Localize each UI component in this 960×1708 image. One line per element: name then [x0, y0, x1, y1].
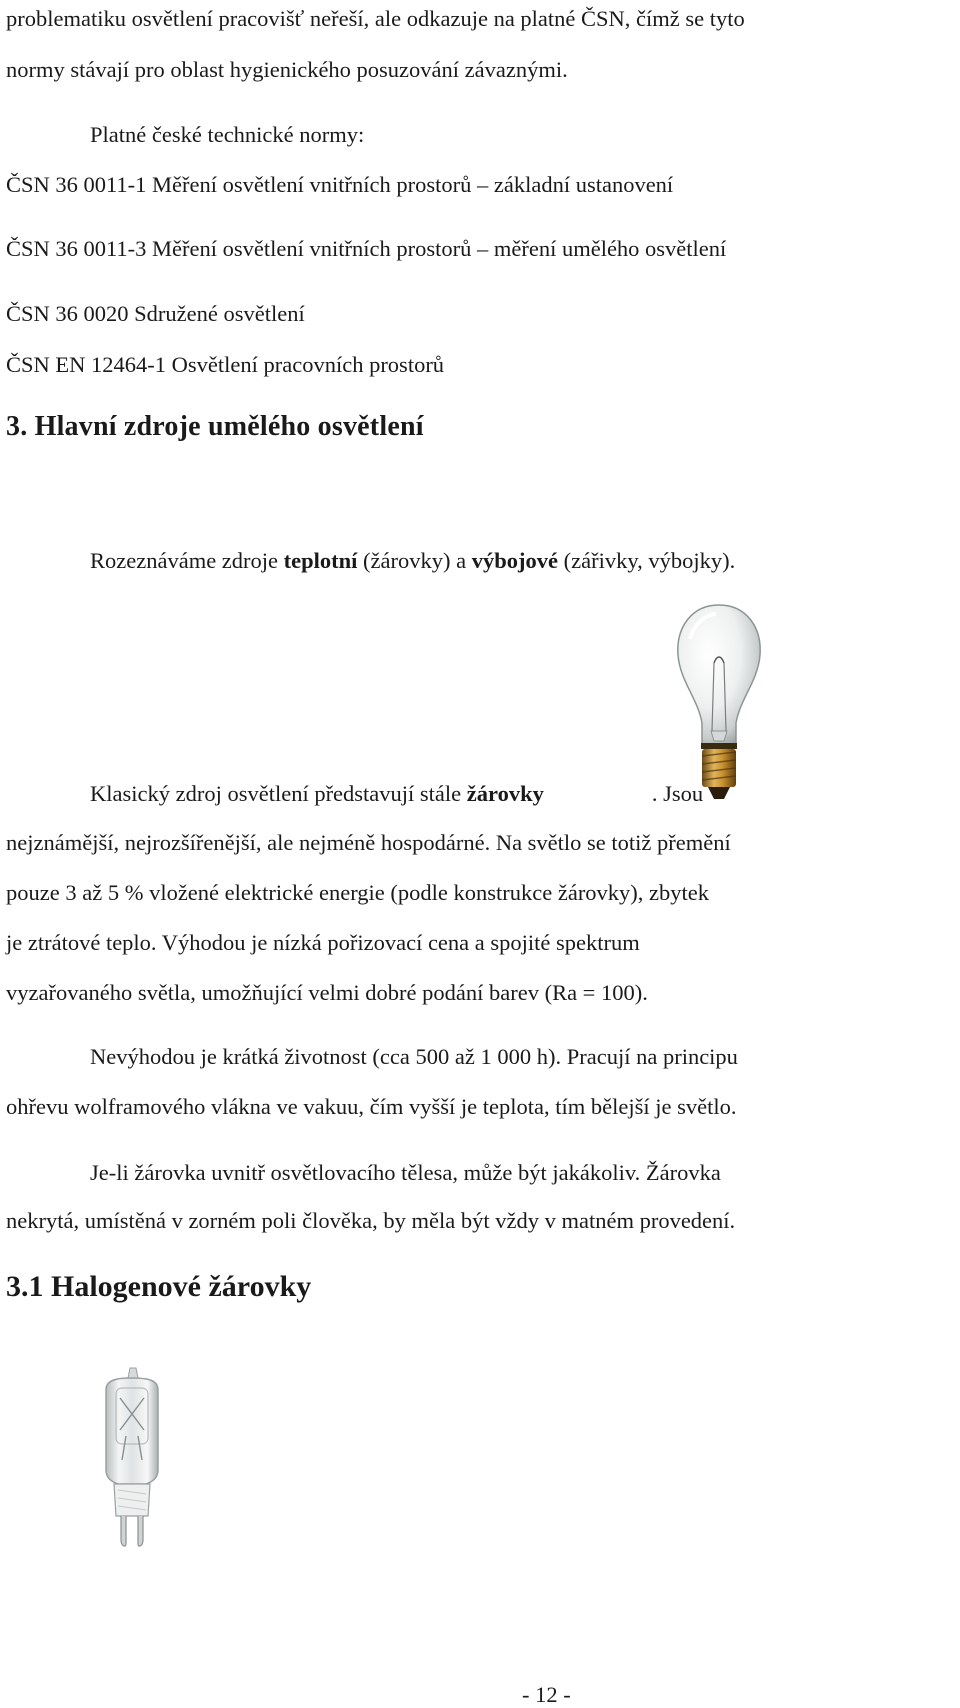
term-bulbs: žárovky	[466, 781, 544, 806]
norms-heading: Platné české technické normy:	[90, 122, 365, 147]
norm-item: ČSN EN 12464-1 Osvětlení pracovních prostorů	[6, 352, 445, 377]
section-3-heading: 3. Hlavní zdroje umělého osvětlení	[6, 411, 424, 442]
incandescent-bulb-image	[674, 603, 764, 801]
paragraph-placement-line-2: nekrytá, umístěná v zorném poli člověka, by měla být vždy v matném provedení.	[6, 1208, 736, 1233]
paragraph-bulbs-line-1	[90, 781, 703, 807]
paragraph-bulbs-line-5: vyzařovaného světla, umožňující velmi dobré podání barev (Ra = 100).	[6, 980, 648, 1005]
paragraph-placement-line-1: Je-li žárovka uvnitř osvětlovacího tělesa, může být jakákoliv. Žárovka	[90, 1160, 721, 1185]
page-number: - 12 -	[522, 1682, 571, 1707]
norm-item: ČSN 36 0020 Sdružené osvětlení	[6, 301, 305, 326]
norm-item: ČSN 36 0011-3 Měření osvětlení vnitřních prostorů – měření umělého osvětlení	[6, 236, 727, 261]
intro-line-2: normy stávají pro oblast hygienického posuzování závaznými.	[6, 57, 568, 82]
paragraph-bulbs-line-2: nejznámější, nejrozšířenější, ale nejméně hospodárné. Na světlo se totiž přemění	[6, 830, 731, 855]
paragraph-sources	[90, 548, 735, 574]
norm-item: ČSN 36 0011-1 Měření osvětlení vnitřních prostorů – základní ustanovení	[6, 172, 674, 197]
term-discharge: výbojové	[471, 548, 558, 573]
paragraph-disadvantage-line-1: Nevýhodou je krátká životnost (cca 500 až 1 000 h). Pracují na principu	[90, 1044, 738, 1069]
paragraph-disadvantage-line-2: ohřevu wolframového vlákna ve vakuu, čím vyšší je teplota, tím bělejší je světlo.	[6, 1094, 737, 1119]
text-run: Klasický zdroj osvětlení představují stále	[90, 781, 467, 806]
section-3-1-heading: 3.1 Halogenové žárovky	[6, 1270, 312, 1303]
text-run: Rozeznáváme zdroje	[90, 548, 284, 573]
text-run: (žárovky) a	[357, 548, 472, 573]
text-run: . Jsou	[651, 781, 704, 806]
halogen-bulb-image	[92, 1366, 172, 1552]
intro-line-1: problematiku osvětlení pracovišť neřeší, ale odkazuje na platné ČSN, čímž se tyto	[6, 6, 745, 31]
paragraph-bulbs-line-4: je ztrátové teplo. Výhodou je nízká pořizovací cena a spojité spektrum	[6, 930, 640, 955]
paragraph-bulbs-line-3: pouze 3 až 5 % vložené elektrické energie (podle konstrukce žárovky), zbytek	[6, 880, 710, 905]
text-run: (zářivky, výbojky).	[558, 548, 736, 573]
term-thermal: teplotní	[283, 548, 358, 573]
